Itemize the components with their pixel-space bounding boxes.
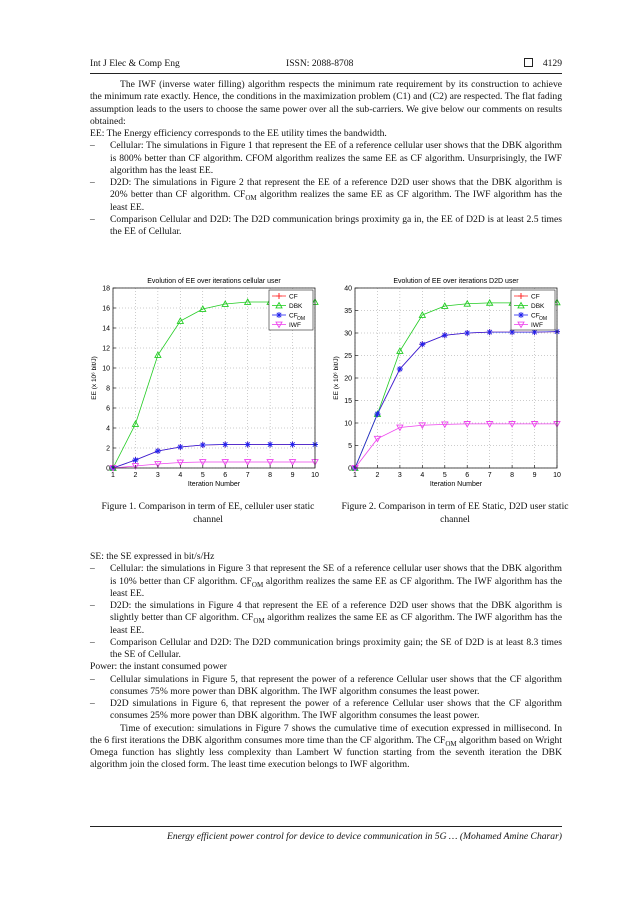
figure-2-chart <box>330 270 570 494</box>
fig1-data-point <box>200 442 206 448</box>
fig2-legend-label: DBK <box>531 303 545 310</box>
fig2-data-point <box>487 329 493 335</box>
fig1-x-tick-label: 6 <box>223 472 228 479</box>
fig2-data-point <box>397 366 403 372</box>
fig1-x-tick-label: 10 <box>311 472 319 479</box>
fig1-legend-label: CF <box>289 293 298 301</box>
fig2-data-point <box>419 341 425 347</box>
fig1-data-point <box>267 442 273 448</box>
fig1-x-tick-label: 4 <box>178 472 183 479</box>
fig1-series-iwf <box>110 460 318 471</box>
fig1-y-tick-label: 10 <box>102 365 110 373</box>
list-item: – Cellular: the simulations in Figure 3 that represent the SE of a reference cellular user shows that the DBK algorithm is 10% better than CF algorithm. $CF_{OM}$ algorithm realizes the same EE as CF algorithm. The IWF algorithm has the least EE. <box>90 563 562 599</box>
fig1-x-tick-label: 5 <box>200 472 205 479</box>
fig2-x-tick-label: 1 <box>353 472 357 479</box>
fig1-legend-label: IWF <box>289 322 301 329</box>
list-item: – D2D simulations in Figure 6, that represent the power of a reference Cellular user shows that the CF algorithm consumes 25% more power than DBK algorithm. The IWF algorithm consumes the least power. <box>90 698 562 722</box>
fig2-series-line <box>355 332 557 468</box>
figure-1-chart <box>88 272 328 494</box>
fig1-data-point <box>290 442 296 448</box>
body-text-top <box>90 79 562 238</box>
journal-name: Int J Elec & Comp Eng <box>90 58 180 69</box>
fig2-y-tick-label: 10 <box>344 420 352 428</box>
fig2-series-line <box>355 424 557 468</box>
page-header <box>90 58 562 72</box>
fig1-legend-marker <box>276 312 282 318</box>
fig1-data-point <box>177 444 183 450</box>
fig2-legend <box>511 290 555 330</box>
figure-2-caption: Figure 2. Comparison in term of EE Static, D2D user static channel <box>341 501 569 525</box>
fig1-data-point <box>132 457 138 463</box>
fig2-data-point <box>374 411 380 417</box>
issn: ISSN: 2088-8708 <box>286 58 354 69</box>
fig1-legend <box>269 290 313 330</box>
fig2-y-label: EE (x 10⁶ bit/J) <box>333 356 340 400</box>
fig1-legend-subscript: OM <box>297 316 306 322</box>
fig1-legend-label: CF <box>289 312 298 320</box>
fig1-series-cf-om <box>110 442 318 472</box>
fig1-data-point <box>155 448 161 454</box>
fig2-y-tick-label: 30 <box>344 330 352 338</box>
figure-1-caption: Figure 1. Comparison in term of EE, celluler user static channel <box>101 501 315 525</box>
paragraph-iwf: The IWF (inverse water filling) algorithm respects the minimum rate requirement by its construction to achieve the minimum rate exactly. Hence, the conditions in the maximization problem (C1) and (C2) are respected. The flat fading assumption leads to the users to choose the same power over all the sub-carriers. We give below our comments on results obtained: <box>90 79 562 127</box>
fig2-y-tick-label: 15 <box>344 398 352 405</box>
list-item: – Comparison Cellular and D2D: The D2D communication brings proximity ga in, the EE of D2D is at least 2.5 times the EE of Cellular. <box>90 213 562 237</box>
fig1-y-tick-label: 2 <box>106 445 110 453</box>
fig2-x-label: Iteration Number <box>429 481 483 488</box>
fig1-x-tick-label: 3 <box>155 472 160 479</box>
list-item: – Cellular: The simulations in Figure 1 that represent the EE of a reference cellular user shows that the DBK algorithm is 800% better than CF algorithm. CFOM algorithm realizes the same EE as CF algorithm. Unsurprisingly, the IWF algorithm has the least EE. <box>90 140 562 176</box>
fig1-x-tick-label: 8 <box>268 472 273 479</box>
fig1-legend-label: DBK <box>289 303 303 310</box>
fig2-x-tick-label: 9 <box>532 472 537 479</box>
fig2-y-tick-label: 20 <box>344 375 352 383</box>
fig2-x-tick-label: 5 <box>442 472 447 479</box>
fig2-data-point <box>464 330 470 336</box>
fig2-x-tick-label: 3 <box>397 472 402 479</box>
fig1-x-tick-label: 1 <box>111 472 115 479</box>
fig1-y-label: EE (x 10⁶ bit/J) <box>91 356 98 400</box>
fig1-series-line <box>113 462 315 468</box>
fig1-y-tick-label: 6 <box>106 405 110 413</box>
fig1-y-tick-label: 16 <box>102 305 110 313</box>
list-item: – Comparison Cellular and D2D: The D2D communication brings proximity gain; the SE of D2D is at least 8.3 times the SE of Cellular. <box>90 636 562 660</box>
fig2-legend-label: CF <box>531 293 540 301</box>
fig1-series-cf <box>110 442 318 472</box>
list-item: – D2D: The simulations in Figure 2 that represent the EE of a reference D2D user shows that the DBK algorithm is 20% better than CF algorithm. $CF_{OM}$ algorithm realizes the same EE as CF algorithm. The IWF algorithm has the least EE. <box>90 177 562 213</box>
fig2-y-tick-label: 0 <box>348 465 352 473</box>
paragraph-ee-definition: EE: The Energy efficiency corresponds to the EE utility times the bandwidth. <box>90 128 387 139</box>
fig1-x-tick-label: 9 <box>290 472 295 479</box>
figure-1 <box>88 272 328 494</box>
page-footer: Energy efficient power control for device to device communication in 5G … (Mohamed Amine Charar) <box>166 831 562 842</box>
fig1-x-tick-label: 2 <box>133 472 138 479</box>
header-rule <box>90 73 562 74</box>
list-item: – D2D: the simulations in Figure 4 that represent the EE of a reference D2D user shows that the DBK algorithm is slightly better than CF algorithm. $CF_{OM}$ algorithm realizes the same EE as CF algorithm. The IWF algorithm has the least EE. <box>90 600 562 636</box>
fig1-y-tick-label: 14 <box>102 325 110 333</box>
checkbox-square-icon <box>524 58 533 67</box>
fig1-x-tick-label: 7 <box>245 472 250 479</box>
fig1-title: Evolution of EE over iterations cellular user <box>147 278 281 285</box>
fig2-x-tick-label: 8 <box>510 472 515 479</box>
fig2-series-cf-om <box>352 329 560 471</box>
fig1-data-point <box>222 442 228 448</box>
fig1-x-label: Iteration Number <box>187 481 241 488</box>
paragraph-se-intro: SE: the SE expressed in bit/s/Hz <box>90 551 215 562</box>
fig2-data-point <box>442 332 448 338</box>
fig2-title: Evolution of EE over iterations D2D user <box>393 278 519 285</box>
fig2-x-tick-label: 6 <box>465 472 470 479</box>
fig1-y-tick-label: 12 <box>102 345 110 353</box>
fig2-series-iwf <box>352 422 560 472</box>
footer-rule <box>90 826 562 827</box>
fig2-x-tick-label: 4 <box>420 472 425 479</box>
fig2-x-tick-label: 10 <box>553 472 561 479</box>
fig2-series-line <box>355 332 557 468</box>
fig2-y-tick-label: 35 <box>344 308 352 315</box>
page-number: 4129 <box>542 58 562 69</box>
fig1-y-tick-label: 4 <box>106 425 110 433</box>
fig2-legend-label: CF <box>531 312 540 320</box>
fig2-legend-subscript: OM <box>539 316 548 322</box>
fig1-y-tick-label: 0 <box>106 465 110 473</box>
list-item: – Cellular simulations in Figure 5, that represent the power of a reference Cellular user shows that the CF algorithm consumes 75% more power than DBK algorithm. The IWF algorithm consumes the least power. <box>90 673 562 697</box>
fig2-y-tick-label: 40 <box>344 285 352 293</box>
paragraph-time-execution: Time of execution: simulations in Figure 7 shows the cumulative time of execution expressed in millisecond. In the 6 first iterations the DBK algorithm consumes more time than the CF algorithm. The $CF_{OM}$ algorithm based on Wright Omega function has slightly less complexity than Lambert W function starting from the seventh iteration the DBK algorithm join the closed form. The least time execution belongs to IWF algorithm. <box>90 722 562 771</box>
fig2-x-tick-label: 2 <box>375 472 380 479</box>
fig2-y-tick-label: 25 <box>344 353 352 360</box>
fig1-y-tick-label: 8 <box>106 385 110 393</box>
fig2-x-tick-label: 7 <box>487 472 492 479</box>
paragraph-power-intro: Power: the instant consumed power <box>90 661 227 673</box>
body-text-bottom <box>90 551 562 772</box>
fig2-y-tick-label: 5 <box>348 443 352 450</box>
fig2-series-cf <box>352 329 560 471</box>
page-number-group <box>524 58 562 69</box>
fig2-legend-marker <box>518 312 524 318</box>
fig1-data-point <box>245 442 251 448</box>
fig2-legend-label: IWF <box>531 322 543 329</box>
figure-2 <box>330 270 570 494</box>
fig1-y-tick-label: 18 <box>102 285 110 293</box>
